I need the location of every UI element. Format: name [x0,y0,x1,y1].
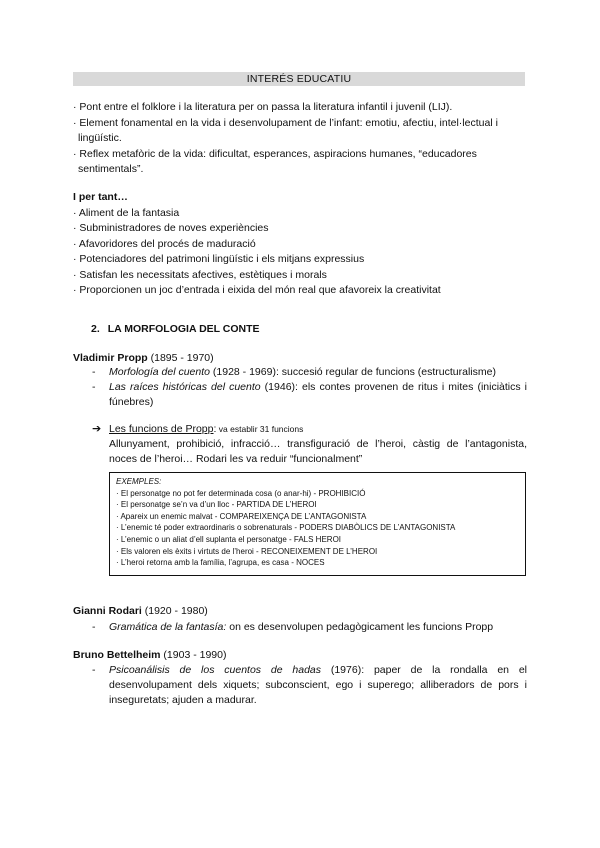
list-item: · Pont entre el folklore i la literatura per on passa la literatura infantil i juvenil (LIJ). [73,101,453,113]
example-item: · L’enemic té poder extraordinaris o sobrenaturals - PODERS DIABÒLICS DE L’ANTAGONISTA [116,523,456,533]
author-years: (1895 - 1970) [147,352,214,364]
funcions-note: va establir 31 funcions [216,424,304,434]
author-rodari [73,604,208,618]
author-name: Bruno Bettelheim [73,649,161,661]
list-item: · Element fonamental en la vida i desenvolupament de l’infant: emotiu, afectiu, intel·lectual i lingüístic. [73,116,498,144]
funcions-description: Allunyament, prohibició, infracció… transfiguració de l’heroi, càstig de l’antagonista, noces de l’heroi… Rodari les va reduir “funcionalment” [109,438,527,465]
work-item [109,365,527,380]
intro-list [73,100,533,178]
work-title: Psicoanálisis de los cuentos de hadas [109,664,322,676]
author-years: (1903 - 1990) [160,649,227,661]
author-propp [73,351,214,365]
author-name: Vladimir Propp [73,352,148,364]
dash-marker: - [92,621,96,633]
funcions-block [109,422,527,467]
list-item: · Proporcionen un joc d’entrada i eixida del món real que afavoreix la creativitat [73,284,441,296]
work-item [109,620,527,635]
section-heading [91,322,260,336]
work-text: (1928 - 1969): succesió regular de funcions (estructuralisme) [209,366,496,378]
list-item: · Potenciadores del patrimoni lingüístic i els mitjans expressius [73,253,365,265]
author-bettelheim [73,648,226,662]
work-text: on es desenvolupen pedagògicament les funcions Propp [226,621,494,633]
author-years: (1920 - 1980) [141,605,208,617]
work-text: (1946): els contes provenen de ritus i mites (iniciàtics i fúnebres) [109,381,528,408]
work-item [109,380,527,410]
examples-box [109,472,526,576]
per-tant-block [73,190,533,299]
example-item: · El personatge no pot fer determinada cosa (o anar-hi) - PROHIBICIÓ [116,488,366,498]
example-item: · El personatge se’n va d’un lloc - PARTIDA DE L’HEROI [116,500,317,510]
funcions-colon: : [213,423,217,435]
per-tant-heading: I per tant… [73,191,128,203]
arrow-icon: ➔ [92,423,102,435]
list-item: · Reflex metafòric de la vida: dificultat, esperances, aspiracions humanes, “educadores sentimentals”. [73,147,477,175]
examples-title: EXEMPLES: [116,477,162,486]
work-title: Las raíces históricas del cuento [109,381,261,393]
dash-marker: - [92,381,96,393]
example-item: · L’enemic o un aliat d’ell suplanta el personatge - FALS HEROI [116,534,342,544]
funcions-link[interactable]: Les funcions de Propp [109,423,214,435]
author-name: Gianni Rodari [73,605,142,617]
work-title: Morfología del cuento [109,366,210,378]
list-item: · Afavoridores del procés de maduració [73,237,256,250]
work-item [109,663,527,708]
work-text: (1976): paper de la rondalla en el desenvolupament dels xiquets; subconscient, ego i superego; alliberadors de pors i inseguretats; ajuden a madurar. [109,664,528,706]
example-item: · L’heroi retorna amb la família, l’agrupa, es casa - NOCES [116,558,325,568]
dash-marker: - [92,366,96,378]
example-item: · Apareix un enemic malvat - COMPAREIXENÇA DE L’ANTAGONISTA [116,511,367,521]
section-number: 2. [91,323,100,335]
list-item: · Subministradores de noves experiències [73,222,269,234]
list-item: · Satisfan les necessitats afectives, estètiques i morals [73,268,327,281]
list-item: · Aliment de la fantasia [73,206,180,219]
dash-marker: - [92,664,96,676]
example-item: · Els valoren els èxits i virtuts de l’heroi - RECONEIXEMENT DE L’HEROI [116,546,378,556]
section-title: LA MORFOLOGIA DEL CONTE [107,323,260,335]
section-banner: INTERÉS EDUCATIU [73,72,525,86]
work-title: Gramática de la fantasía: [109,621,227,633]
